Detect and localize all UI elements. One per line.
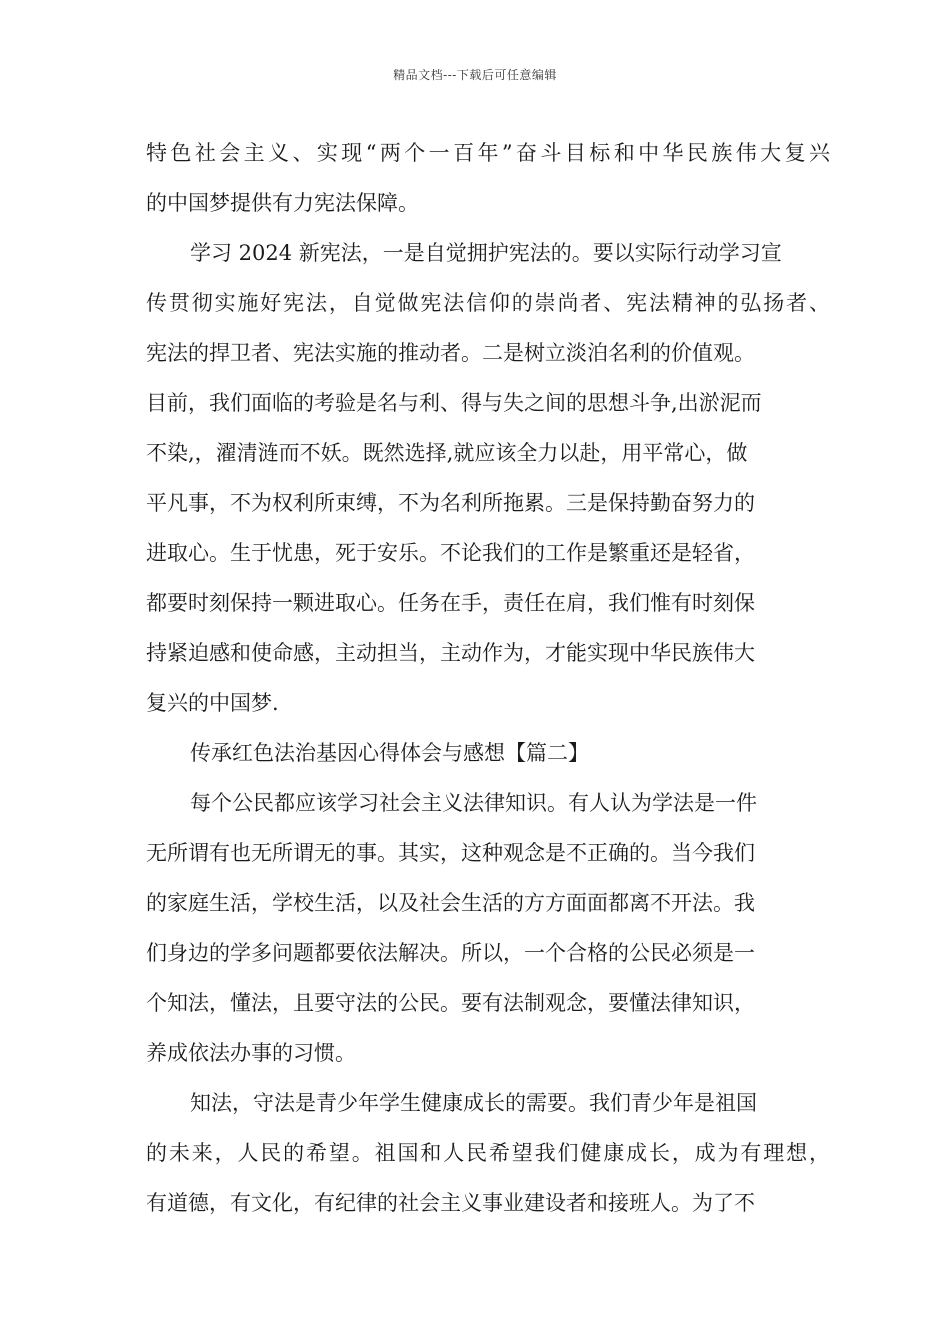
text-line: 的中国梦提供有力宪法保障。 — [146, 191, 419, 215]
text-line: 的未来，人民的希望。祖国和人民希望我们健康成长，成为有理想， — [146, 1141, 830, 1165]
text-line: 都要时刻保持一颗进取心。任务在手，责任在肩，我们惟有时刻保 — [146, 591, 755, 615]
text-line: 平凡事，不为权利所束缚，不为名利所拖累。三是保持勤奋努力的 — [146, 491, 755, 515]
text-line: 传贯彻实施好宪法，自觉做宪法信仰的崇尚者、宪法精神的弘扬者、 — [146, 291, 830, 315]
text-line: 进取心。生于忧患，死于安乐。不论我们的工作是繁重还是轻省， — [146, 541, 755, 565]
text-line: 持紧迫感和使命感，主动担当，主动作为，才能实现中华民族伟大 — [146, 641, 755, 665]
paragraph-first-line: 每个公民都应该学习社会主义法律知识。有人认为学法是一件 — [190, 791, 757, 815]
paragraph-first-line: 学习 2024 新宪法，一是自觉拥护宪法的。要以实际行动学习宣 — [190, 241, 782, 265]
page-header: 精品文档---下载后可任意编辑 — [393, 68, 557, 82]
section-heading: 传承红色法治基因心得体会与感想【篇二】 — [190, 741, 589, 765]
text-line: 不染,，濯清涟而不妖。既然选择,就应该全力以赴，用平常心，做 — [146, 441, 748, 465]
text-line: 宪法的捍卫者、宪法实施的推动者。二是树立淡泊名利的价值观。 — [146, 341, 755, 365]
text-line: 的家庭生活，学校生活，以及社会生活的方方面面都离不开法。我 — [146, 891, 755, 915]
text-line: 无所谓有也无所谓无的事。其实，这种观念是不正确的。当今我们 — [146, 841, 755, 865]
text-line: 个知法，懂法，且要守法的公民。要有法制观念，要懂法律知识， — [146, 991, 755, 1015]
text-line: 复兴的中国梦. — [146, 691, 279, 715]
text-line: 目前，我们面临的考验是名与利、得与失之间的思想斗争,出淤泥而 — [146, 391, 762, 415]
document-body — [146, 128, 830, 1228]
text-line: 们身边的学多问题都要依法解决。所以，一个合格的公民必须是一 — [146, 941, 755, 965]
text-line: 特色社会主义、实现“两个一百年”奋斗目标和中华民族伟大复兴 — [146, 141, 830, 165]
text-line: 有道德，有文化，有纪律的社会主义事业建设者和接班人。为了不 — [146, 1191, 755, 1215]
text-line: 养成依法办事的习惯。 — [146, 1041, 356, 1065]
paragraph-first-line: 知法，守法是青少年学生健康成长的需要。我们青少年是祖国 — [190, 1091, 757, 1115]
